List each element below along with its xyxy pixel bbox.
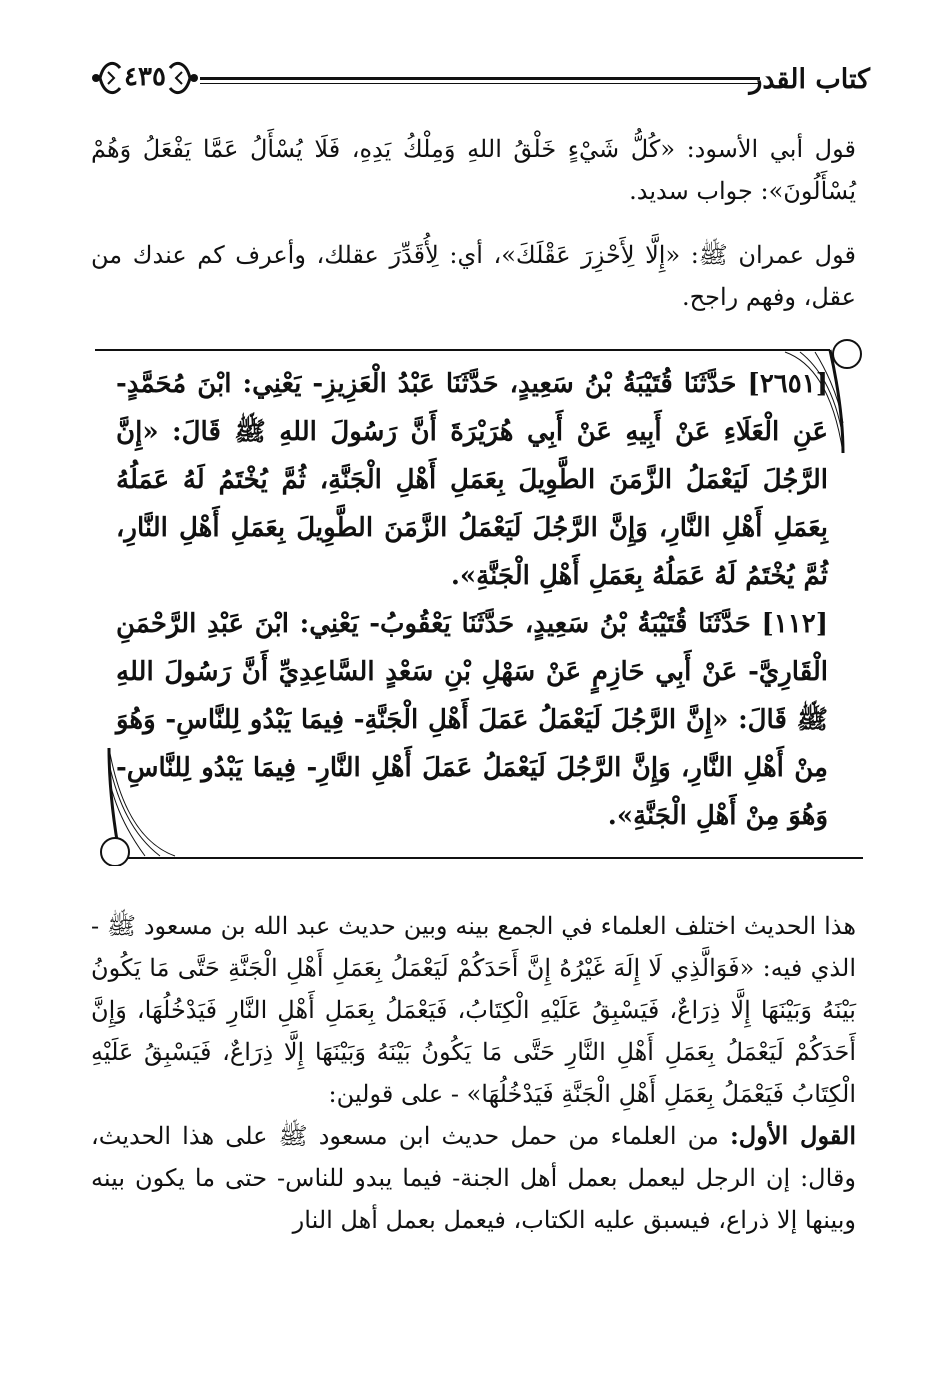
hadith-2651: [٢٦٥١] حَدَّثَنَا قُتَيْبَةُ بْنُ سَعِيدٍ، حَدَّثَنَا عَبْدُ الْعَزِيزِ- يَعْنِي: ابْنَ مُحَمَّدٍ- عَنِ الْعَلَاءِ عَنْ أَبِيهِ عَنْ أَبِي هُرَيْرَةَ أَنَّ رَسُولَ اللهِ ﷺ قَالَ: «إِنَّ الرَّجُلَ لَيَعْمَلُ الزَّمَنَ الطَّوِيلَ بِعَمَلِ أَهْلِ الْجَنَّةِ، ثُمَّ يُخْتَمُ لَهُ عَمَلُهُ بِعَمَلِ أَهْلِ النَّارِ، وَإِنَّ الرَّجُلَ لَيَعْمَلُ الزَّمَنَ الطَّوِيلَ بِعَمَلِ أَهْلِ النَّارِ، ثُمَّ يُخْتَمُ لَهُ عَمَلُهُ بِعَمَلِ أَهْلِ الْجَنَّةِ». — [116, 369, 828, 591]
page-header — [90, 46, 870, 116]
page-number-ornament — [90, 54, 200, 102]
intro-paragraph-1: قول أبي الأسود: «كُلُّ شَيْءٍ خَلْقُ اللهِ وَمِلْكُ يَدِهِ، فَلَا يُسْأَلُ عَمَّا يَفْعَلُ وَهُمْ يُسْأَلُونَ»: جواب سديد. — [91, 135, 856, 205]
book-title: كتاب القدر — [749, 64, 870, 95]
commentary-paragraph-1: هذا الحديث اختلف العلماء في الجمع بينه وبين حديث عبد الله بن مسعود ﷺ - الذي فيه: «فَوَالَّذِي لَا إِلَهَ غَيْرُهُ إِنَّ أَحَدَكُمْ لَيَعْمَلُ بِعَمَلِ أَهْلِ الْجَنَّةِ حَتَّى مَا يَكُونُ بَيْنَهُ وَبَيْنَهَا إِلَّا ذِرَاعٌ، فَيَسْبِقُ عَلَيْهِ الْكِتَابُ، فَيَعْمَلُ بِعَمَلِ أَهْلِ النَّارِ فَيَدْخُلُهَا، وَإِنَّ أَحَدَكُمْ لَيَعْمَلُ بِعَمَلِ أَهْلِ النَّارِ حَتَّى مَا يَكُونُ بَيْنَهُ وَبَيْنَهَا إِلَّا ذِرَاعٌ، فَيَسْبِقُ عَلَيْهِ الْكِتَابُ فَيَعْمَلُ بِعَمَلِ أَهْلِ الْجَنَّةِ فَيَدْخُلُهَا» - على قولين: — [91, 912, 856, 1108]
header-rule — [200, 77, 760, 80]
hadith-frame — [95, 338, 863, 866]
first-opinion-text: من العلماء من حمل حديث ابن مسعود ﷺ على هذا الحديث، وقال: إن الرجل ليعمل بعمل أهل الجنة- فيما يبدو للناس- حتى ما يكون بينه وبينها إلا ذراع، فيسبق عليه الكتاب، فيعمل بعمل أهل النار — [91, 1122, 856, 1234]
hadith-112: [١١٢] حَدَّثَنَا قُتَيْبَةُ بْنُ سَعِيدٍ، حَدَّثَنَا يَعْقُوبُ- يَعْنِي: ابْنَ عَبْدِ الرَّحْمَنِ الْقَارِيَّ- عَنْ أَبِي حَازِمٍ عَنْ سَهْلِ بْنِ سَعْدٍ السَّاعِدِيِّ أَنَّ رَسُولَ اللهِ ﷺ قَالَ: «إِنَّ الرَّجُلَ لَيَعْمَلُ عَمَلَ أَهْلِ الْجَنَّةِ- فِيمَا يَبْدُو لِلنَّاسِ- وَهُوَ مِنْ أَهْلِ النَّارِ، وَإِنَّ الرَّجُلَ لَيَعْمَلُ عَمَلَ أَهْلِ النَّارِ- فِيمَا يَبْدُو لِلنَّاسِ- وَهُوَ مِنْ أَهْلِ الْجَنَّةِ». — [116, 609, 828, 831]
header-rule-thin — [200, 83, 760, 84]
commentary — [91, 905, 856, 1241]
intro-paragraph-2: قول عمران ﷺ: «إِلَّا لِأَحْزِرَ عَقْلَكَ»، أي: لِأُقَدِّرَ عقلك، وأعرف كم عندك من عقل، وفهم راجح. — [91, 241, 856, 311]
first-opinion-label: القول الأول: — [729, 1121, 856, 1150]
hadith-text — [116, 360, 828, 840]
page-number: ٤٣٥ — [124, 62, 166, 92]
